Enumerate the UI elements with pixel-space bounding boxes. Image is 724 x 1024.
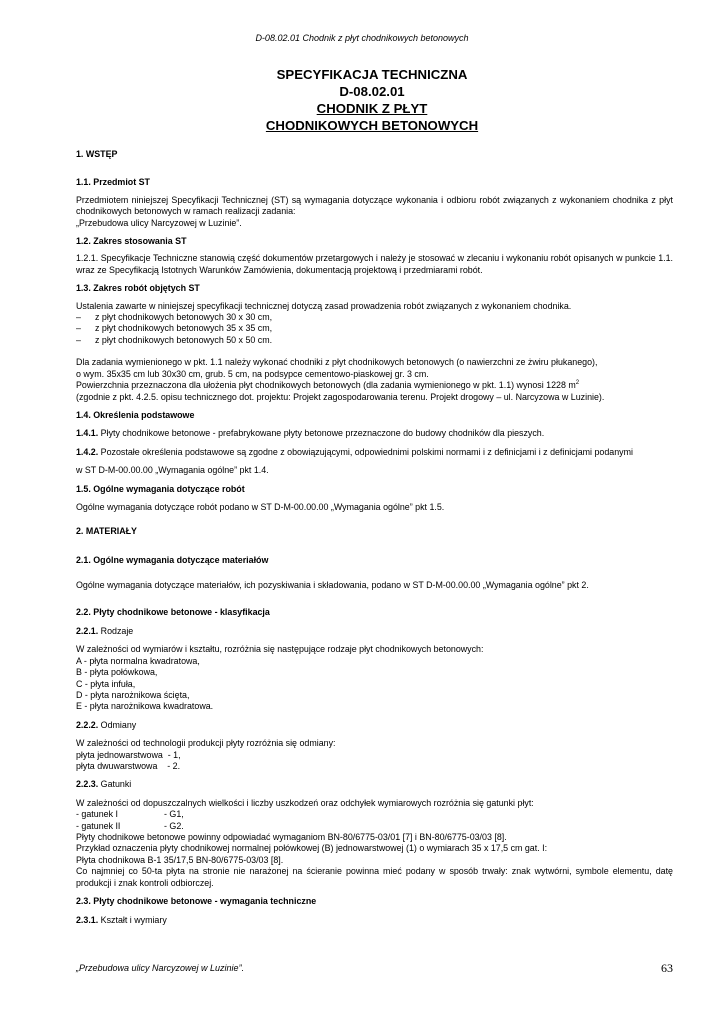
section-2-heading: 2. MATERIAŁY [76,526,137,537]
subsection-2-2-2: 2.2.2. Odmiany [76,719,137,730]
section-1-1-text: Przedmiotem niniejszej Specyfikacji Technicznej (ST) są wymagania dotyczące wykonania i odbioru robót związanych z wykonaniem chodnika z płyt chodnikowych betonowych w ramach realizacji zadania: [76,194,673,217]
section-2-1-text: Ogólne wymagania dotyczące materiałów, ich pozyskiwania i składowania, podano w ST D-M-00.00.00 „Wymagania ogólne” pkt 2. [76,580,589,591]
title-line-2: D-08.02.01 [339,84,405,99]
document-title [0,66,724,134]
grades-line-3: Płyta chodnikowa B-1 35/17,5 BN-80/6775-03/03 [8]. [76,854,284,865]
subsection-2-2-1: 2.2.1. Rodzaje [76,625,134,636]
grades-line-4: Co najmniej co 50-ta płyta na stronie nie narażonej na ścieranie powinna mieć podany w sposób trwały: znak wytwórni, symbole elementu, datę produkcji i znak kontroli odbiorczej. [76,866,673,888]
section-1-3-heading: 1.3. Zakres robót objętych ST [76,283,200,294]
page-header: D-08.02.01 Chodnik z płyt chodnikowych betonowych [255,33,469,43]
list-item: – z płyt chodnikowych betonowych 50 x 50 cm. [76,334,273,345]
section-1-5-heading: 1.5. Ogólne wymagania dotyczące robót [76,483,245,494]
section-1-3-para3: Powierzchnia przeznaczona dla ułożenia płyt chodnikowych betonowych (dla zadania wymienionego w pkt. 1.1) wynosi 1228 $m^2$ [76,380,580,391]
section-1-2-text: 1.2.1. Specyfikacje Techniczne stanowią część dokumentów przetargowych i należy je stosować w zlecaniu i wykonaniu robót opisanych w punkcie 1.1. wraz ze Specyfikacją Istotnych Warunków Zamówienia, dokumentacją projektową i przedmiarami robót. [76,253,673,275]
types-intro: W zależności od wymiarów i kształtu, rozróżnia się następujące rodzaje płyt chodnikowych betonowych: [76,644,484,655]
section-2-1-heading: 2.1. Ogólne wymagania dotyczące materiałów [76,554,269,565]
title-line-1: SPECYFIKACJA TECHNICZNA [276,67,468,82]
section-1-heading: 1. WSTĘP [76,149,118,159]
page-number: 63 [661,961,673,975]
title-line-4: CHODNIKOWYCH BETONOWYCH [265,118,479,133]
list-item: D - płyta narożnikowa ścięta, [76,690,190,700]
list-item: C - płyta infuła, [76,678,136,689]
section-2-2-heading: 2.2. Płyty chodnikowe betonowe - klasyfikacja [76,606,270,617]
section-2-3-heading: 2.3. Płyty chodnikowe betonowe - wymagania techniczne [76,896,317,907]
section-1-1-task: „Przebudowa ulicy Narcyzowej w Luzinie”. [76,217,242,228]
list-item: - gatunek I - G1, [76,809,184,820]
section-1-4-heading: 1.4. Określenia podstawowe [76,409,195,420]
title-line-3: CHODNIK Z PŁYT [316,101,428,116]
list-item: E - płyta narożnikowa kwadratowa. [76,701,214,712]
subsection-2-3-1: 2.3.1. Kształt i wymiary [76,914,167,925]
list-item: - gatunek II - G2. [76,820,184,831]
section-1-3-para1: Dla zadania wymienionego w pkt. 1.1 należy wykonać chodniki z płyt chodnikowych betonowych (o nawierzchni ze żwiru płukanego), [76,357,598,368]
list-item: płyta jednowarstwowa - 1, [76,749,181,760]
definition-1-4-2: 1.4.2. Pozostałe określenia podstawowe są zgodne z obowiązującymi, odpowiednimi polskimi normami i z definicjami i z definicjami podanymi [76,446,633,457]
list-item: B - płyta połówkowa, [76,667,158,678]
footer-project-name: „Przebudowa ulicy Narcyzowej w Luzinie”. [76,963,245,973]
document-body [76,149,673,926]
section-1-3-intro: Ustalenia zawarte w niniejszej specyfikacji technicznej dotyczą zasad prowadzenia robót związanych z wykonaniem chodnika. [76,300,572,311]
grades-intro: W zależności od dopuszczalnych wielkości i liczby uszkodzeń oraz odchyłek wymiarowych rozróżnia się gatunki płyt: [76,797,534,808]
grades-line-1: Płyty chodnikowe betonowe powinny odpowiadać wymaganiom BN-80/6775-03/01 [7] i BN-80/6775-03/03 [8]. [76,832,507,843]
list-item: A - płyta normalna kwadratowa, [76,655,200,666]
definition-1-4-2-ref: w ST D-M-00.00.00 „Wymagania ogólne” pkt 1.4. [76,465,269,476]
variants-intro: W zależności od technologii produkcji płyty rozróżnia się odmiany: [76,738,336,749]
section-1-1-heading: 1.1. Przedmiot ST [76,177,150,188]
list-item: płyta dwuwarstwowa - 2. [76,761,181,772]
subsection-2-2-3: 2.2.3. Gatunki [76,779,132,790]
list-item: – z płyt chodnikowych betonowych 30 x 30 cm, [76,312,273,323]
definition-1-4-1: 1.4.1. Płyty chodnikowe betonowe - prefabrykowane płyty betonowe przeznaczone do budowy chodników dla pieszych. [76,428,545,439]
section-1-3-para2: o wym. 35x35 cm lub 30x30 cm, grub. 5 cm, na podsypce cementowo-piaskowej gr. 3 cm. [76,368,429,379]
list-item: – z płyt chodnikowych betonowych 35 x 35 cm, [76,323,273,334]
section-1-5-text: Ogólne wymagania dotyczące robót podano w ST D-M-00.00.00 „Wymagania ogólne” pkt 1.5. [76,501,445,512]
section-1-3-para4: (zgodnie z pkt. 4.2.5. opisu technicznego dot. projektu: Projekt zagospodarowania terenu. Projekt drogowy – ul. Narcyzowa w Luzinie). [76,391,605,402]
section-1-2-heading: 1.2. Zakres stosowania ST [76,236,187,247]
grades-line-2: Przykład oznaczenia płyty chodnikowej normalnej połówkowej (B) jednowarstwowej (1) o wymiarach 35 x 17,5 cm gat. I: [76,843,548,854]
